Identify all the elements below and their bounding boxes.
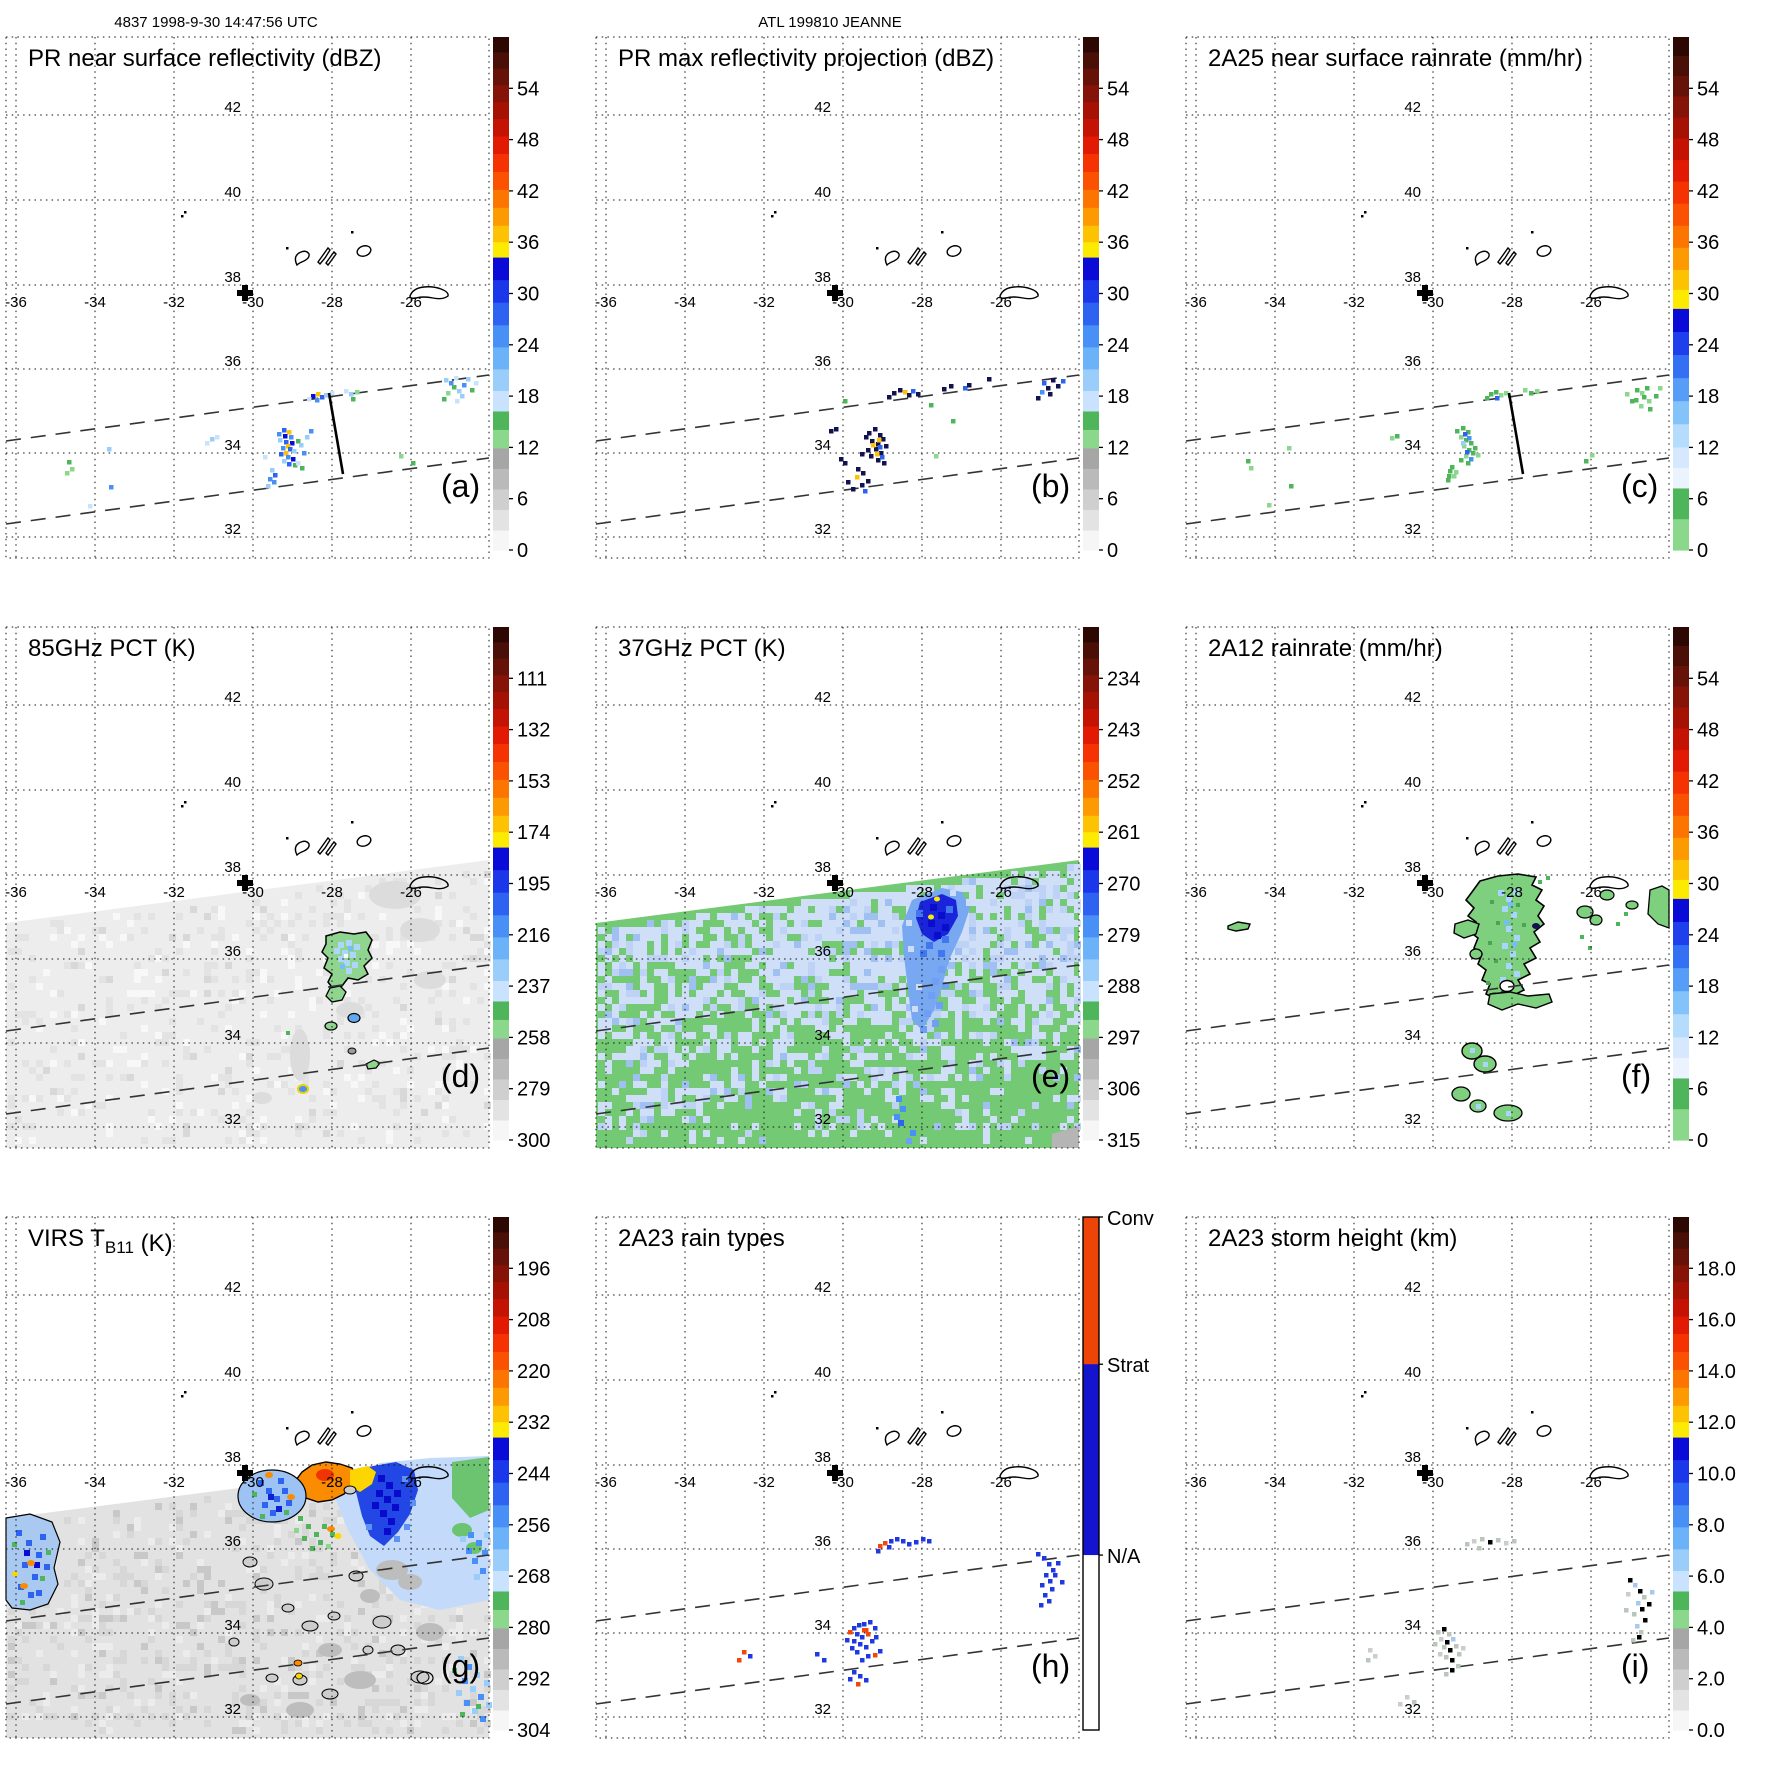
azores-islands-outline xyxy=(771,1391,1038,1479)
svg-text:34: 34 xyxy=(224,1617,241,1634)
svg-text:40: 40 xyxy=(1404,774,1421,791)
panel-c xyxy=(1180,0,1770,590)
data-pixels xyxy=(1246,386,1663,508)
colorbar-tick-label: 18 xyxy=(1697,976,1720,999)
svg-text:-34: -34 xyxy=(674,294,696,311)
panel-d-title: 85GHz PCT (K) xyxy=(28,635,196,662)
svg-text:-34: -34 xyxy=(84,884,106,901)
svg-text:40: 40 xyxy=(224,774,241,791)
panel-letter-c: (c) xyxy=(1621,468,1659,504)
svg-text:-28: -28 xyxy=(911,294,933,311)
azores-islands-outline xyxy=(771,211,1038,299)
panel-e-title: 37GHz PCT (K) xyxy=(618,635,786,662)
panel-a-title: PR near surface reflectivity (dBZ) xyxy=(28,45,382,72)
panel-h-colorbar xyxy=(1083,1208,1154,1731)
svg-text:-30: -30 xyxy=(832,884,854,901)
svg-text:-32: -32 xyxy=(753,294,775,311)
svg-text:-36: -36 xyxy=(5,884,27,901)
svg-text:32: 32 xyxy=(224,521,241,538)
panel-i-map xyxy=(1180,1180,1770,1770)
colorbar-tick-label: 48 xyxy=(1107,129,1130,152)
colorbar-tick-label: 42 xyxy=(1107,180,1130,203)
panel-h-title: 2A23 rain types xyxy=(618,1225,785,1252)
panel-i-title: 2A23 storm height (km) xyxy=(1208,1225,1458,1252)
panel-i-colorbar xyxy=(1673,1217,1736,1742)
svg-text:36: 36 xyxy=(224,353,241,370)
svg-text:34: 34 xyxy=(1404,437,1421,454)
colorbar-tick-label: 304 xyxy=(517,1720,551,1742)
svg-text:32: 32 xyxy=(814,521,831,538)
svg-text:36: 36 xyxy=(224,1533,241,1550)
svg-text:32: 32 xyxy=(814,1111,831,1128)
colorbar-tick-label: 315 xyxy=(1107,1130,1141,1152)
svg-text:-26: -26 xyxy=(400,1474,422,1491)
colorbar-tick-label: 54 xyxy=(517,78,540,101)
panel-e xyxy=(590,590,1180,1180)
panel-letter-e: (e) xyxy=(1031,1058,1071,1094)
azores-islands-outline xyxy=(181,211,448,299)
svg-text:40: 40 xyxy=(814,184,831,201)
colorbar-tick-label: 42 xyxy=(1697,770,1720,793)
svg-text:-28: -28 xyxy=(321,884,343,901)
svg-text:-26: -26 xyxy=(990,294,1012,311)
colorbar-tick-label: 36 xyxy=(517,232,540,255)
cross-section-line xyxy=(329,393,343,474)
colorbar-tick-label: 297 xyxy=(1107,1027,1141,1050)
axis-labels xyxy=(1185,1279,1602,1718)
colorbar-tick-label: 216 xyxy=(517,924,551,947)
colorbar-tick-label: 36 xyxy=(1697,232,1720,255)
svg-text:-36: -36 xyxy=(1185,1474,1207,1491)
colorbar-tick-label: 232 xyxy=(517,1412,551,1435)
panel-b-title: PR max reflectivity projection (dBZ) xyxy=(618,45,995,72)
colorbar-label-Strat: Strat xyxy=(1107,1355,1150,1378)
colorbar-tick-label: 300 xyxy=(517,1130,551,1152)
colorbar-tick-label: 12 xyxy=(1697,1027,1720,1050)
data-features xyxy=(1228,874,1669,1121)
svg-text:-26: -26 xyxy=(990,884,1012,901)
svg-text:40: 40 xyxy=(224,184,241,201)
colorbar-tick-label: 24 xyxy=(1697,334,1720,357)
panel-letter-a: (a) xyxy=(441,468,481,504)
colorbar-tick-label: 292 xyxy=(517,1668,551,1691)
svg-text:38: 38 xyxy=(814,859,831,876)
svg-text:-28: -28 xyxy=(1501,1474,1523,1491)
svg-text:32: 32 xyxy=(1404,521,1421,538)
colorbar-tick-label: 12 xyxy=(517,437,540,460)
colorbar-tick-label: 6 xyxy=(1107,488,1119,511)
svg-text:42: 42 xyxy=(1404,1279,1421,1296)
svg-text:38: 38 xyxy=(224,269,241,286)
svg-text:36: 36 xyxy=(814,1533,831,1550)
svg-text:40: 40 xyxy=(814,774,831,791)
svg-text:-34: -34 xyxy=(1264,1474,1286,1491)
colorbar-tick-label: 6 xyxy=(1697,488,1709,511)
svg-text:-34: -34 xyxy=(84,1474,106,1491)
svg-text:-36: -36 xyxy=(595,1474,617,1491)
svg-text:42: 42 xyxy=(224,689,241,706)
svg-text:-26: -26 xyxy=(400,294,422,311)
data-pixels xyxy=(737,1537,1065,1687)
panel-f-colorbar xyxy=(1673,627,1719,1152)
storm-name-header: ATL 199810 JEANNE xyxy=(758,14,902,31)
svg-text:38: 38 xyxy=(224,859,241,876)
svg-text:-30: -30 xyxy=(242,294,264,311)
svg-text:34: 34 xyxy=(814,1617,831,1634)
svg-text:40: 40 xyxy=(1404,1364,1421,1381)
colorbar-tick-label: 16.0 xyxy=(1697,1309,1736,1332)
colorbar-tick-label: 256 xyxy=(517,1514,551,1537)
colorbar-tick-label: 54 xyxy=(1107,78,1130,101)
pr-swath-edges xyxy=(1186,375,1669,524)
panel-letter-h: (h) xyxy=(1031,1648,1071,1684)
svg-text:36: 36 xyxy=(1404,1533,1421,1550)
pr-swath-edges xyxy=(596,375,1079,524)
svg-text:36: 36 xyxy=(814,943,831,960)
svg-text:-30: -30 xyxy=(1422,294,1444,311)
colorbar-tick-label: 244 xyxy=(517,1463,551,1486)
colorbar-tick-label: 48 xyxy=(517,129,540,152)
colorbar-tick-label: 243 xyxy=(1107,719,1141,742)
colorbar-tick-label: 48 xyxy=(1697,719,1720,742)
svg-text:38: 38 xyxy=(1404,1449,1421,1466)
svg-text:34: 34 xyxy=(1404,1027,1421,1044)
panel-letter-f: (f) xyxy=(1621,1058,1652,1094)
pr-swath-edges xyxy=(1186,965,1669,1114)
svg-text:-30: -30 xyxy=(242,884,264,901)
colorbar-tick-label: 10.0 xyxy=(1697,1463,1736,1486)
svg-text:-30: -30 xyxy=(1422,1474,1444,1491)
colorbar-tick-label: 174 xyxy=(517,822,551,845)
data-pixels xyxy=(65,376,479,509)
colorbar-tick-label: 111 xyxy=(517,668,548,691)
colorbar-tick-label: 0 xyxy=(1697,1130,1709,1152)
azores-islands-outline xyxy=(1361,801,1628,889)
svg-text:-36: -36 xyxy=(1185,294,1207,311)
colorbar-tick-label: 279 xyxy=(517,1078,551,1101)
panel-g-map xyxy=(0,1180,590,1770)
orbit-timestamp-header: 4837 1998-9-30 14:47:56 UTC xyxy=(114,14,318,31)
axis-labels xyxy=(1185,99,1602,538)
svg-text:-34: -34 xyxy=(674,884,696,901)
colorbar-tick-label: 54 xyxy=(1697,668,1720,691)
svg-text:40: 40 xyxy=(224,1364,241,1381)
colorbar-tick-label: 280 xyxy=(517,1617,551,1640)
svg-text:-26: -26 xyxy=(1580,884,1602,901)
panel-letter-b: (b) xyxy=(1031,468,1071,504)
colorbar-tick-label: 18 xyxy=(1107,386,1130,409)
panel-g-title: VIRS $T_{B11}$ (K) xyxy=(28,1225,173,1258)
colorbar-tick-label: 6 xyxy=(517,488,529,511)
colorbar-tick-label: 0.0 xyxy=(1697,1720,1725,1742)
colorbar-tick-label: 237 xyxy=(517,976,551,999)
svg-text:32: 32 xyxy=(814,1701,831,1718)
colorbar-tick-label: 6.0 xyxy=(1697,1566,1725,1589)
svg-text:-36: -36 xyxy=(595,294,617,311)
svg-text:42: 42 xyxy=(224,99,241,116)
colorbar-tick-label: 30 xyxy=(1107,283,1130,306)
svg-text:-26: -26 xyxy=(1580,1474,1602,1491)
svg-text:36: 36 xyxy=(1404,943,1421,960)
svg-text:-28: -28 xyxy=(1501,884,1523,901)
pr-swath-edges xyxy=(6,375,489,524)
svg-text:-34: -34 xyxy=(1264,294,1286,311)
svg-text:42: 42 xyxy=(1404,99,1421,116)
colorbar-tick-label: 0 xyxy=(1697,540,1709,562)
panel-h-map xyxy=(590,1180,1180,1770)
colorbar-tick-label: 42 xyxy=(1697,180,1720,203)
colorbar-tick-label: 153 xyxy=(517,770,551,793)
colorbar-tick-label: 24 xyxy=(517,334,540,357)
azores-islands-outline xyxy=(1361,1391,1628,1479)
svg-text:36: 36 xyxy=(1404,353,1421,370)
colorbar-tick-label: 18.0 xyxy=(1697,1258,1736,1281)
panel-a xyxy=(0,0,590,590)
svg-text:-34: -34 xyxy=(1264,884,1286,901)
colorbar-tick-label: 48 xyxy=(1697,129,1720,152)
colorbar-tick-label: 42 xyxy=(517,180,540,203)
svg-text:34: 34 xyxy=(1404,1617,1421,1634)
svg-text:32: 32 xyxy=(1404,1111,1421,1128)
svg-text:-30: -30 xyxy=(832,1474,854,1491)
axis-labels xyxy=(595,99,1012,538)
svg-text:-26: -26 xyxy=(400,884,422,901)
svg-text:38: 38 xyxy=(814,1449,831,1466)
svg-text:40: 40 xyxy=(1404,184,1421,201)
colorbar-tick-label: 12 xyxy=(1697,437,1720,460)
colorbar-tick-label: 196 xyxy=(517,1258,551,1281)
colorbar-tick-label: 30 xyxy=(1697,873,1720,896)
svg-text:38: 38 xyxy=(1404,859,1421,876)
panel-letter-d: (d) xyxy=(441,1058,481,1094)
svg-text:-26: -26 xyxy=(1580,294,1602,311)
svg-text:-28: -28 xyxy=(911,1474,933,1491)
svg-text:34: 34 xyxy=(224,437,241,454)
colorbar-tick-label: 36 xyxy=(1697,822,1720,845)
panel-e-colorbar xyxy=(1083,627,1140,1152)
colorbar-tick-label: 4.0 xyxy=(1697,1617,1725,1640)
svg-text:-28: -28 xyxy=(321,1474,343,1491)
svg-text:-32: -32 xyxy=(1343,294,1365,311)
svg-text:36: 36 xyxy=(814,353,831,370)
colorbar-tick-label: 2.0 xyxy=(1697,1668,1725,1691)
colorbar-tick-label: 279 xyxy=(1107,924,1141,947)
svg-text:42: 42 xyxy=(224,1279,241,1296)
svg-text:-32: -32 xyxy=(753,1474,775,1491)
panel-f-title: 2A12 rainrate (mm/hr) xyxy=(1208,635,1443,662)
svg-text:-32: -32 xyxy=(753,884,775,901)
panel-b xyxy=(590,0,1180,590)
panel-letter-g: (g) xyxy=(441,1648,481,1684)
svg-text:-36: -36 xyxy=(1185,884,1207,901)
cross-section-line xyxy=(1509,393,1523,474)
colorbar-label-Conv: Conv xyxy=(1107,1208,1154,1230)
svg-text:38: 38 xyxy=(814,269,831,286)
svg-text:-30: -30 xyxy=(242,1474,264,1491)
azores-islands-outline xyxy=(1361,211,1628,299)
colorbar-tick-label: 18 xyxy=(1697,386,1720,409)
colorbar-tick-label: 0 xyxy=(517,540,529,562)
svg-text:-36: -36 xyxy=(5,294,27,311)
svg-text:42: 42 xyxy=(1404,689,1421,706)
svg-text:-32: -32 xyxy=(163,1474,185,1491)
panel-f xyxy=(1180,590,1770,1180)
svg-text:-34: -34 xyxy=(84,294,106,311)
colorbar-tick-label: 258 xyxy=(517,1027,551,1050)
svg-text:-26: -26 xyxy=(990,1474,1012,1491)
colorbar-tick-label: 12 xyxy=(1107,437,1130,460)
svg-text:32: 32 xyxy=(1404,1701,1421,1718)
colorbar-tick-label: 24 xyxy=(1697,924,1720,947)
panel-b-colorbar xyxy=(1083,37,1129,562)
colorbar-tick-label: 6 xyxy=(1697,1078,1709,1101)
svg-text:36: 36 xyxy=(224,943,241,960)
svg-text:38: 38 xyxy=(224,1449,241,1466)
colorbar-tick-label: 18 xyxy=(517,386,540,409)
svg-text:42: 42 xyxy=(814,99,831,116)
colorbar-tick-label: 12.0 xyxy=(1697,1412,1736,1435)
colorbar-tick-label: 24 xyxy=(1107,334,1130,357)
colorbar-tick-label: 261 xyxy=(1107,822,1141,845)
colorbar-tick-label: 270 xyxy=(1107,873,1141,896)
svg-text:34: 34 xyxy=(224,1027,241,1044)
panel-g xyxy=(0,1180,590,1770)
colorbar-tick-label: 36 xyxy=(1107,232,1130,255)
panel-d-colorbar xyxy=(493,627,550,1152)
colorbar-tick-label: 30 xyxy=(1697,283,1720,306)
svg-text:34: 34 xyxy=(814,437,831,454)
colorbar-tick-label: 30 xyxy=(517,283,540,306)
panel-c-colorbar xyxy=(1673,37,1719,562)
svg-text:-36: -36 xyxy=(595,884,617,901)
colorbar-tick-label: 268 xyxy=(517,1566,551,1589)
colorbar-tick-label: 220 xyxy=(517,1360,551,1383)
svg-text:-36: -36 xyxy=(5,1474,27,1491)
colorbar-tick-label: 288 xyxy=(1107,976,1141,999)
svg-text:32: 32 xyxy=(224,1111,241,1128)
colorbar-label-N/A: N/A xyxy=(1107,1546,1141,1569)
colorbar-tick-label: 0 xyxy=(1107,540,1119,562)
svg-text:-28: -28 xyxy=(321,294,343,311)
svg-text:-32: -32 xyxy=(163,884,185,901)
colorbar-tick-label: 252 xyxy=(1107,770,1141,793)
panel-f-map xyxy=(1180,590,1770,1180)
colorbar-tick-label: 195 xyxy=(517,873,551,896)
colorbar-tick-label: 306 xyxy=(1107,1078,1141,1101)
panel-h xyxy=(590,1180,1180,1770)
panel-letter-i: (i) xyxy=(1621,1648,1650,1684)
axis-labels xyxy=(595,1279,1012,1718)
panel-c-title: 2A25 near surface rainrate (mm/hr) xyxy=(1208,45,1583,72)
svg-text:-28: -28 xyxy=(911,884,933,901)
colorbar-tick-label: 14.0 xyxy=(1697,1360,1736,1383)
svg-text:42: 42 xyxy=(814,1279,831,1296)
panel-g-colorbar xyxy=(493,1217,550,1742)
panel-b-map xyxy=(590,0,1180,590)
panel-e-map xyxy=(590,590,1180,1180)
svg-text:40: 40 xyxy=(814,1364,831,1381)
svg-text:-32: -32 xyxy=(1343,1474,1365,1491)
panel-c-map xyxy=(1180,0,1770,590)
panel-a-map xyxy=(0,0,590,590)
svg-text:-30: -30 xyxy=(1422,884,1444,901)
svg-text:38: 38 xyxy=(1404,269,1421,286)
svg-text:32: 32 xyxy=(224,1701,241,1718)
svg-text:-32: -32 xyxy=(1343,884,1365,901)
panel-d xyxy=(0,590,590,1180)
svg-text:42: 42 xyxy=(814,689,831,706)
svg-text:-32: -32 xyxy=(163,294,185,311)
svg-text:-30: -30 xyxy=(832,294,854,311)
svg-text:34: 34 xyxy=(814,1027,831,1044)
colorbar-tick-label: 54 xyxy=(1697,78,1720,101)
pr-swath-edges xyxy=(1186,1555,1669,1704)
svg-text:-34: -34 xyxy=(674,1474,696,1491)
panel-a-colorbar xyxy=(493,37,539,562)
panel-i xyxy=(1180,1180,1770,1770)
colorbar-tick-label: 208 xyxy=(517,1309,551,1332)
colorbar-tick-label: 132 xyxy=(517,719,551,742)
panel-d-map xyxy=(0,590,590,1180)
svg-text:-28: -28 xyxy=(1501,294,1523,311)
colorbar-tick-label: 8.0 xyxy=(1697,1514,1725,1537)
colorbar-tick-label: 234 xyxy=(1107,668,1141,691)
pr-swath-edges xyxy=(596,1555,1079,1704)
